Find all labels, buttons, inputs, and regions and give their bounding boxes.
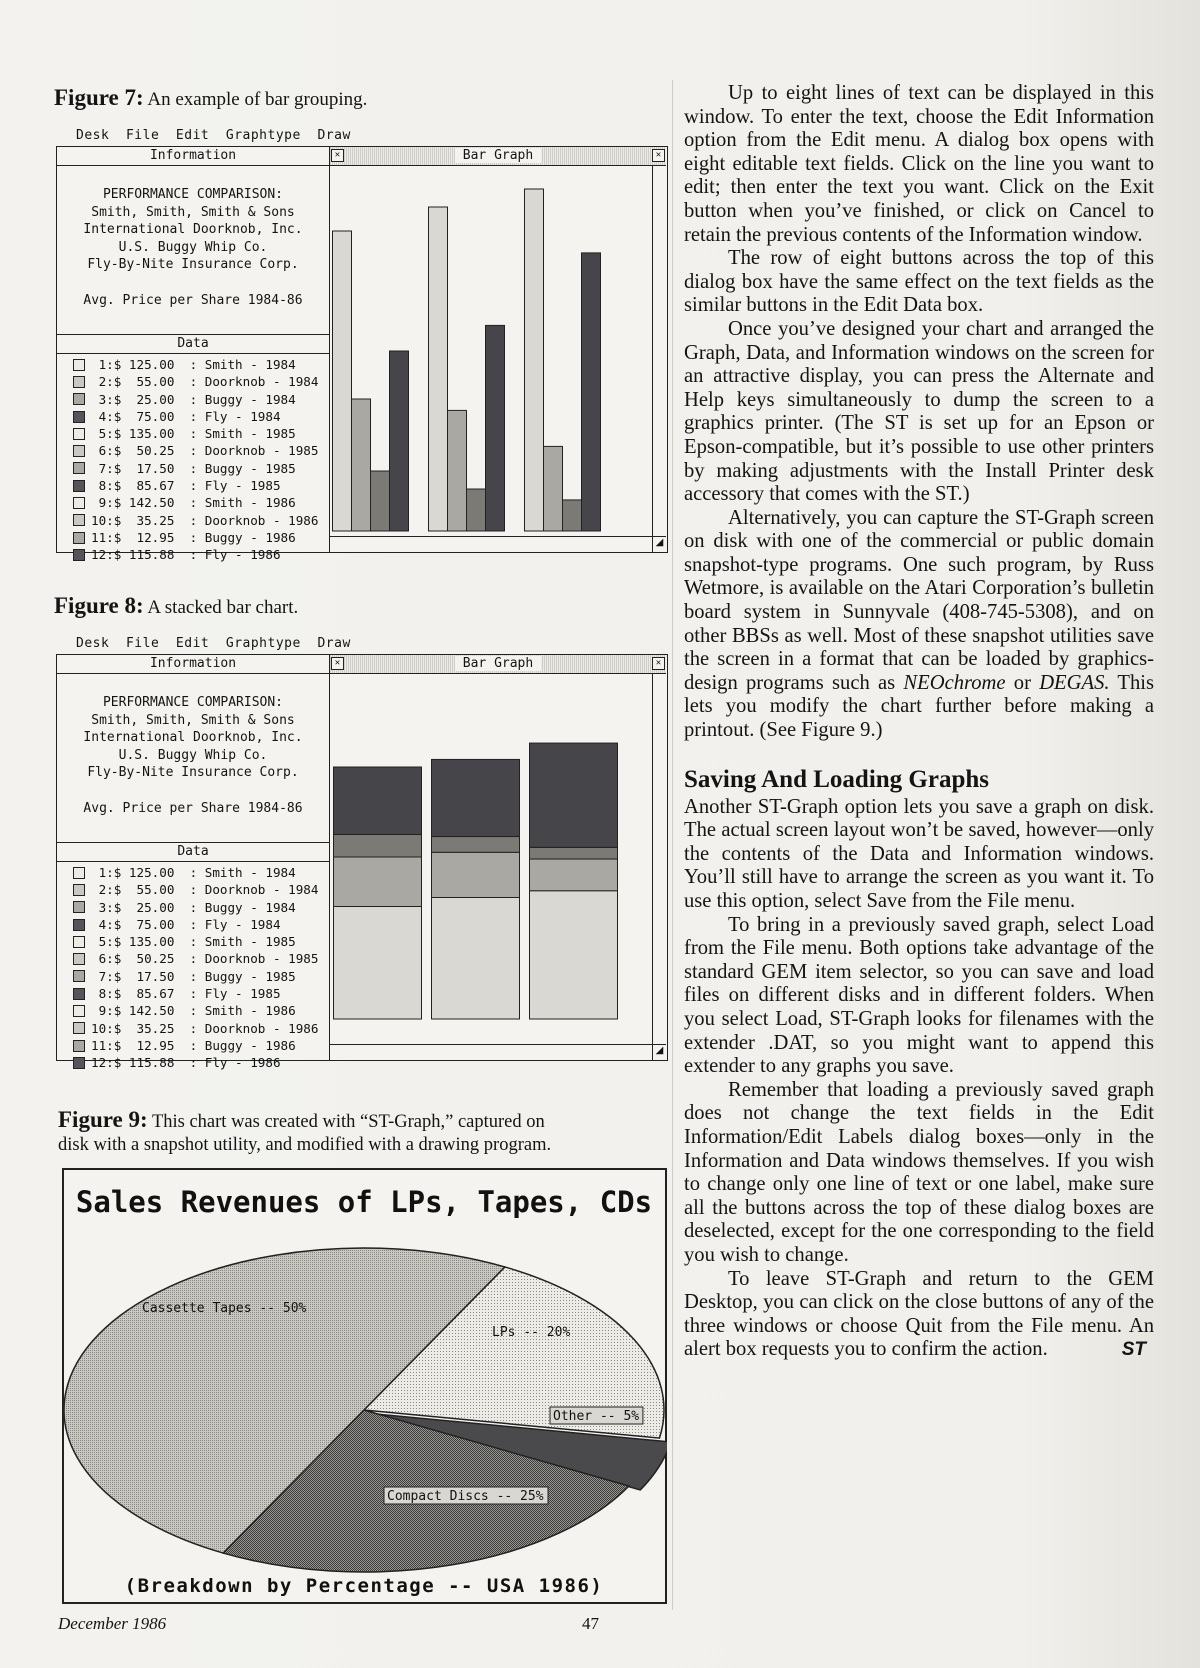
st-graph-screen [56,146,668,563]
pie-slice-label: Compact Discs -- 25% [387,1489,544,1504]
data-row-text: 12:$ 115.88 : Fly - 1986 [91,547,281,563]
figure-8-screenshot [56,636,668,1071]
menu-bar[interactable]: Desk File Edit Graphtype Draw [76,128,351,143]
series-swatch-icon [73,884,85,896]
data-row-text: 10:$ 35.25 : Doorknob - 1986 [91,512,319,528]
stacked-bar-fly-1985 [432,759,520,836]
footer-date: December 1986 [58,1614,167,1633]
series-swatch-icon [73,549,85,561]
st-end-mark: ST [1121,1339,1146,1361]
bar-graph-title: Bar Graph [455,148,541,163]
data-row[interactable] [73,968,329,985]
stacked-bar-smith-1986 [530,891,618,1019]
figure-7-caption [54,86,367,111]
close-box-icon[interactable]: ✕ [331,149,344,162]
data-row[interactable] [73,1002,329,1019]
data-row[interactable] [73,391,329,408]
pie-subtitle: (Breakdown by Percentage -- USA 1986) [124,1575,604,1597]
info-line: Fly-By-Nite Insurance Corp. [87,765,299,780]
section-heading: Saving And Loading Graphs [684,765,989,793]
stacked-bar-doorknob-1984 [334,857,422,907]
bar-graph-plot [330,674,650,1041]
series-swatch-icon [73,480,85,492]
bar-doorknob-1985 [448,410,467,531]
figure-9-label: Figure 9: [58,1107,148,1132]
data-row[interactable] [73,425,329,442]
series-swatch-icon [73,514,85,526]
stacked-bar-smith-1985 [432,898,520,1020]
data-row[interactable] [73,933,329,950]
stacked-bar-buggy-1985 [432,837,520,853]
st-graph-screen [56,654,668,1071]
column-divider [672,80,673,1610]
info-line: PERFORMANCE COMPARISON: [102,187,283,202]
data-row[interactable] [73,864,329,881]
bar-fly-1984 [390,351,409,531]
data-row[interactable] [73,460,329,477]
data-row-text: 11:$ 12.95 : Buggy - 1986 [91,1037,296,1053]
degas-title: DEGAS. [1039,671,1110,694]
data-row-text: 1:$ 125.00 : Smith - 1984 [91,357,296,372]
data-list [57,354,329,564]
series-swatch-icon [73,393,85,405]
series-swatch-icon [73,497,85,509]
full-box-icon[interactable]: ✕ [652,657,665,670]
data-row-text: 2:$ 55.00 : Doorknob - 1984 [91,882,319,898]
stacked-bar-smith-1984 [334,907,422,1020]
series-swatch-icon [73,988,85,1000]
article-paragraph-8-text: To leave ST-Graph and return to the GEM Desktop, you can click on the close buttons of any of the three windows or choose Quit from the File menu. An alert box requests you to confirm the action. [684,1267,1154,1361]
figure-9-text-2: disk with a snapshot utility, and modified with a drawing program. [58,1135,552,1155]
article-paragraph-1: Up to eight lines of text can be displayed in this window. To enter the text, choose the Edit Information option from the Edit menu. A dialog box opens with eight editable text fields. Click on the line you want to edit; then enter the text you want. Click on the Exit button when you’ve finished, or click on Cancel to retain the previous contents of the Information window. [684,82,1154,246]
data-row-text: 11:$ 12.95 : Buggy - 1986 [91,529,296,545]
info-line: Smith, Smith, Smith & Sons [91,204,295,220]
data-window-title[interactable]: Data [57,843,329,862]
horizontal-scrollbar[interactable] [330,1044,666,1060]
bar-smith-1985 [429,207,448,531]
pie-slice-label: Other -- 5% [553,1409,640,1424]
vertical-scrollbar[interactable] [652,166,666,552]
footer-page-number: 47 [582,1614,599,1633]
article-paragraph-2: The row of eight buttons across the top of this dialog box have the same effect on the text fields as the similar buttons in the Edit Data box. [684,247,1154,317]
bar-buggy-1986 [563,500,582,531]
data-row-text: 2:$ 55.00 : Doorknob - 1984 [91,374,319,390]
data-row[interactable] [73,1020,329,1037]
series-swatch-icon [73,936,85,948]
info-line: International Doorknob, Inc. [83,222,303,237]
data-row-text: 12:$ 115.88 : Fly - 1986 [91,1055,281,1071]
data-row-text: 7:$ 17.50 : Buggy - 1985 [91,460,296,476]
data-row-text: 6:$ 50.25 : Doorknob - 1985 [91,443,319,459]
series-swatch-icon [73,359,85,371]
size-box-icon[interactable]: ◢ [652,536,666,552]
info-line: Smith, Smith, Smith & Sons [91,712,295,728]
series-swatch-icon [73,1040,85,1052]
figure-7-label: Figure 7: [54,85,144,110]
vertical-scrollbar[interactable] [652,674,666,1060]
data-list [57,862,329,1072]
pie-slice-label: Cassette Tapes -- 50% [142,1301,307,1316]
information-window-title[interactable]: Information [57,655,329,674]
series-swatch-icon [73,411,85,423]
bar-doorknob-1986 [544,446,563,531]
data-row-text: 6:$ 50.25 : Doorknob - 1985 [91,951,319,967]
bar-fly-1986 [582,253,601,531]
size-box-icon[interactable]: ◢ [652,1044,666,1060]
full-box-icon[interactable]: ✕ [652,149,665,162]
information-window [57,655,330,1071]
data-row[interactable] [73,1037,329,1054]
data-row-text: 10:$ 35.25 : Doorknob - 1986 [91,1020,319,1036]
data-row[interactable] [73,408,329,425]
stacked-bar-doorknob-1985 [432,852,520,897]
series-swatch-icon [73,1057,85,1069]
series-swatch-icon [73,376,85,388]
menu-bar[interactable]: Desk File Edit Graphtype Draw [76,636,351,651]
close-box-icon[interactable]: ✕ [331,657,344,670]
series-swatch-icon [73,1022,85,1034]
figure-9-caption [58,1108,551,1157]
data-row-text: 7:$ 17.50 : Buggy - 1985 [91,968,296,984]
data-row-text: 8:$ 85.67 : Fly - 1985 [91,986,281,1002]
data-row-text: 4:$ 75.00 : Fly - 1984 [91,408,281,424]
bar-graph-title: Bar Graph [455,656,541,671]
series-swatch-icon [73,1005,85,1017]
article-paragraph-7: Remember that loading a previously saved graph does not change the text fields in the Edit Information/Edit Labels dialog boxes—only in the Information and Data windows themselves. If you wish to change only one line of text or one label, make sure all the buttons across the top of these dialog boxes are deselected, except for the one corresponding to the field you wish to change. [684,1078,1154,1266]
article-paragraph-4-or: or [1005,671,1040,694]
article-paragraph-4-text: Alternatively, you can capture the ST-Graph screen on disk with one of the commercial or public domain snapshot-type programs. One such program, by Russ Wetmore, is available on the Atari Corporation’s bulletin board system in Sunnyvale (408-745-5308), and on other BBSs as well. Most of these snapshot utilities save the screen in a format that can be loaded by graphics-design programs such as [684,506,1154,694]
article-paragraph-5: Another ST-Graph option lets you save a graph on disk. The actual screen layout won’t be saved, however—only the contents of the Data and Information windows. You’ll still have to arrange the screen as you want it. To use this option, select Save from the File menu. [684,795,1154,912]
data-window-title[interactable]: Data [57,335,329,354]
figure-8-text: A stacked bar chart. [147,597,299,618]
bar-graph-window [330,147,666,552]
article-paragraph-8 [684,1268,1154,1362]
series-swatch-icon [73,970,85,982]
data-row[interactable] [73,442,329,459]
bar-fly-1985 [486,325,505,531]
information-text [57,166,329,335]
data-row-text: 9:$ 142.50 : Smith - 1986 [91,1003,296,1019]
info-line: U.S. Buggy Whip Co. [118,239,268,255]
data-row[interactable] [73,950,329,967]
bar-smith-1986 [525,189,544,531]
data-row-text: 5:$ 135.00 : Smith - 1985 [91,426,296,442]
pie-slice-label: LPs -- 20% [492,1325,571,1340]
figure-9-pie-chart [62,1168,667,1604]
horizontal-scrollbar[interactable] [330,536,666,552]
figure-8-label: Figure 8: [54,593,144,618]
series-swatch-icon [73,532,85,544]
info-footer: Avg. Price per Share 1984-86 [83,800,303,816]
article-paragraph-6: To bring in a previously saved graph, select Load from the File menu. Both options take advantage of the standard GEM item selector, so you can save and load files on different disks and in different folders. When you select Load, ST-Graph looks for filenames with the extender .DAT, so you might want to append this extender to any graphs you save. [684,913,1154,1078]
info-line: PERFORMANCE COMPARISON: [102,695,283,710]
data-row[interactable] [73,477,329,494]
bar-graph-window [330,655,666,1060]
info-line: U.S. Buggy Whip Co. [118,747,268,763]
figure-8-caption [54,594,298,619]
stacked-bar-doorknob-1986 [530,859,618,891]
bar-graph-title-bar[interactable] [330,147,666,166]
data-row[interactable] [73,916,329,933]
data-row[interactable] [73,356,329,373]
data-row-text: 1:$ 125.00 : Smith - 1984 [91,865,296,880]
data-row-text: 5:$ 135.00 : Smith - 1985 [91,934,296,950]
data-row[interactable] [73,494,329,511]
article-paragraph-3: Once you’ve designed your chart and arranged the Graph, Data, and Information windows on the screen for an attractive display, you can press the Alternate and Help keys simultaneously to dump the screen to a graphics printer. (The ST is set up for an Epson or Epson-compatible, but it’s possible to use other printers by making adjustments with the Install Printer desk accessory that comes with the ST.) [684,317,1154,506]
data-row[interactable] [73,512,329,529]
bar-buggy-1985 [467,489,486,531]
article-column [684,82,1154,1362]
bar-graph-plot [330,166,650,533]
data-row-text: 8:$ 85.67 : Fly - 1985 [91,478,281,494]
data-row[interactable] [73,1054,329,1071]
series-swatch-icon [73,901,85,913]
figure-9-text-1: This chart was created with “ST-Graph,” captured on [151,1112,545,1132]
data-row-text: 9:$ 142.50 : Smith - 1986 [91,495,296,511]
data-row-text: 4:$ 75.00 : Fly - 1984 [91,916,281,932]
info-line: Fly-By-Nite Insurance Corp. [87,257,299,272]
neochrome-title: NEOchrome [903,671,1006,694]
information-window-title[interactable]: Information [57,147,329,166]
data-row[interactable] [73,881,329,898]
data-row[interactable] [73,899,329,916]
figure-7-text: An example of bar grouping. [147,89,368,110]
figure-7-screenshot [56,128,668,563]
article-paragraph-4-end: This lets you modify the chart further before making a printout. (See Figure 9.) [684,671,1155,742]
data-row[interactable] [73,373,329,390]
bar-buggy-1984 [371,471,390,531]
stacked-bar-buggy-1986 [530,847,618,859]
pie-title: Sales Revenues of LPs, Tapes, CDs [75,1185,653,1219]
article-paragraph-4 [684,507,1154,743]
data-row[interactable] [73,546,329,563]
series-swatch-icon [73,919,85,931]
series-swatch-icon [73,462,85,474]
bar-doorknob-1984 [352,399,371,531]
info-line: International Doorknob, Inc. [83,730,303,745]
information-window [57,147,330,563]
stacked-bar-fly-1984 [334,767,422,835]
data-row-text: 3:$ 25.00 : Buggy - 1984 [91,899,296,915]
stacked-bar-fly-1986 [530,743,618,847]
bar-smith-1984 [333,231,352,531]
information-text [57,674,329,843]
series-swatch-icon [73,953,85,965]
info-footer: Avg. Price per Share 1984-86 [83,292,303,308]
series-swatch-icon [73,428,85,440]
data-row[interactable] [73,529,329,546]
series-swatch-icon [73,867,85,879]
data-row-text: 3:$ 25.00 : Buggy - 1984 [91,391,296,407]
data-row[interactable] [73,985,329,1002]
stacked-bar-buggy-1984 [334,835,422,858]
series-swatch-icon [73,445,85,457]
bar-graph-title-bar[interactable] [330,655,666,674]
